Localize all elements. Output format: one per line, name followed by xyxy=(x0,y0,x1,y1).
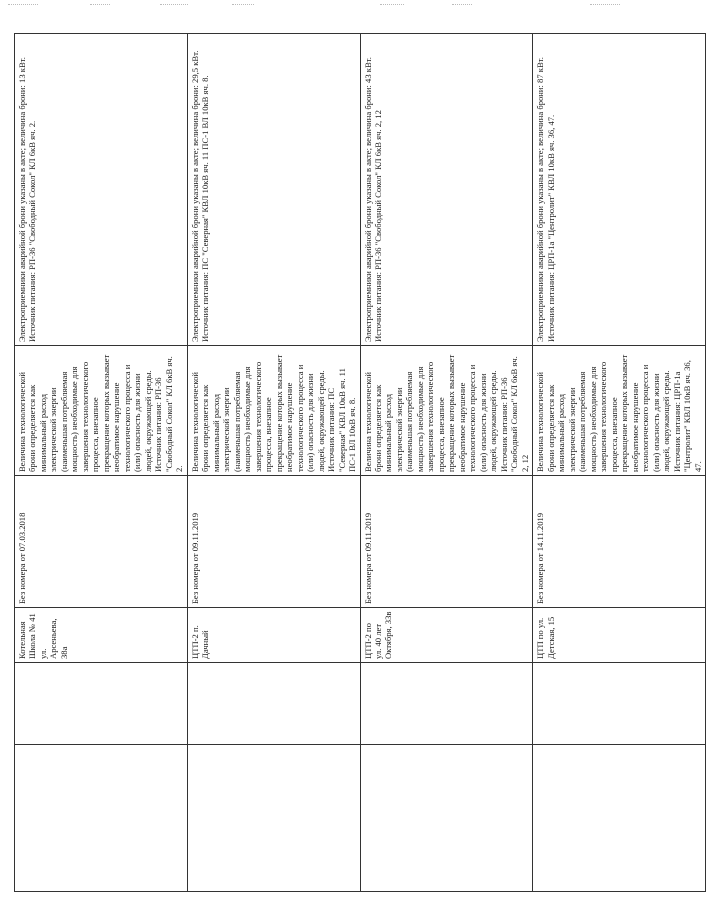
document-cell: Без номера от 09.11.2019 xyxy=(187,476,360,608)
scan-artifacts xyxy=(0,2,640,8)
techno-reserve-cell: Величина технологической брони определяется как минимальный расход электрической энергии (наименьшая потребляемая мощность) необходимые для завершения технологического процесса, внезапное прекращение которых вызывает необратимое нарушение технологического процесса и (или) опасность для жизни людей, окружающей среды. Источник питания: ЦРП-1а "Центролит" КВЛ 10кВ яч. 36, 47. xyxy=(533,346,706,476)
empty-cell xyxy=(360,663,533,745)
table-row xyxy=(15,34,188,892)
object-name-cell: Котельная Школа № 41 ул. Арсеньева, 38а xyxy=(15,608,188,663)
table-row xyxy=(533,34,706,892)
empty-cell xyxy=(533,663,706,745)
techno-reserve-cell: Величина технологической брони определяется как минимальный расход электрической энергии (наименьшая потребляемая мощность) необходимые для завершения технологического процесса, внезапное прекращение которых вызывает необратимое нарушение технологического процесса и (или) опасность для жизни людей, окружающей среды. Источник питания: ПС "Северная" КВЛ 10кВ яч. 11 ПС-1 ВЛ 10кВ яч. 8. xyxy=(187,346,360,476)
object-name-cell: ЦТП-2 по ул. 40 лет Октября, 33в xyxy=(360,608,533,663)
emergency-reserve-cell: Электроприемники аварийной брони указаны в акте; величина брони: 87 кВт. Источник питания: ЦРП-1а "Центролит" КВЛ 10кВ яч. 36, 47. xyxy=(533,34,706,346)
document-cell: Без номера от 09.11.2019 xyxy=(360,476,533,608)
emergency-reserve-cell: Электроприемники аварийной брони указаны в акте; величина брони: 43 кВт. Источник питания: РП-36 "Свободный Сокол" КЛ 6кВ яч. 2, 12 xyxy=(360,34,533,346)
rotated-table-wrapper xyxy=(14,34,703,892)
techno-reserve-cell: Величина технологической брони определяется как минимальный расход электрической энергии (наименьшая потребляемая мощность) необходимые для завершения технологического процесса, внезапное прекращение которых вызывает необратимое нарушение технологического процесса и (или) опасность для жизни людей, окружающей среды. Источник питания: РП-36 "Свободный Сокол" КЛ 6кВ яч. 2. xyxy=(15,346,188,476)
object-name-cell: ЦТП-2 п. Дачный xyxy=(187,608,360,663)
empty-cell xyxy=(533,745,706,892)
techno-reserve-cell: Величина технологической брони определяется как минимальный расход электрической энергии (наименьшая потребляемая мощность) необходимые для завершения технологического процесса, внезапное прекращение которых вызывает необратимое нарушение технологического процесса и (или) опасность для жизни людей, окружающей среды. Источник питания: РП-36 "Свободный Сокол" КЛ 6кВ яч. 2, 12 xyxy=(360,346,533,476)
empty-cell xyxy=(187,745,360,892)
table-row xyxy=(360,34,533,892)
emergency-reserve-cell: Электроприемники аварийной брони указаны в акте; величина брони: 29,5 кВт. Источник питания: ПС "Северная" КВЛ 10кВ яч. 11 ПС-1 ВЛ 10кВ яч. 8. xyxy=(187,34,360,346)
empty-cell xyxy=(360,745,533,892)
emergency-reserve-cell: Электроприемники аварийной брони указаны в акте; величина брони: 13 кВт. Источник питания: РП-36 "Свободный Сокол" КЛ 6кВ яч. 2. xyxy=(15,34,188,346)
empty-cell xyxy=(187,663,360,745)
empty-cell xyxy=(15,663,188,745)
empty-cell xyxy=(15,745,188,892)
document-cell: Без номера от 07.03.2018 xyxy=(15,476,188,608)
data-table xyxy=(14,33,706,892)
object-name-cell: ЦТП по ул. Детская, 15 xyxy=(533,608,706,663)
document-cell: Без номера от 14.11.2019 xyxy=(533,476,706,608)
table-row xyxy=(187,34,360,892)
